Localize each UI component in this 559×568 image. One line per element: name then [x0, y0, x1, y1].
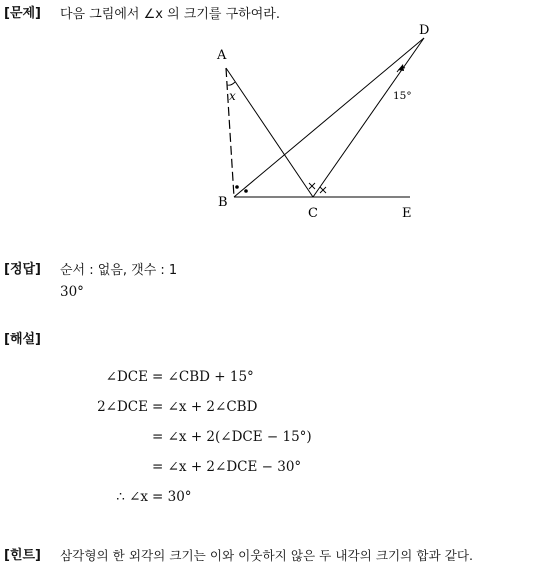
angle-dot-2 [244, 189, 248, 193]
angle-x-label: x [229, 89, 236, 103]
point-b-label: B [218, 195, 228, 210]
angle-15-arrow [398, 64, 404, 71]
angle-cross-2 [320, 187, 326, 193]
geometry-figure [205, 18, 435, 228]
angle-dot-1 [235, 185, 239, 189]
solution-line-2-rhs: = ∠x + 2∠CBD [152, 399, 258, 415]
angle-15-label: 15° [393, 90, 412, 102]
segment-ac [226, 68, 313, 197]
solution-line-1-lhs: ∠DCE [105, 369, 148, 385]
solution-line-5-lhs: ∴ ∠x [116, 489, 148, 505]
point-c-label: C [308, 206, 318, 221]
answer-line-2: 30° [60, 284, 84, 300]
angle-x-arc [228, 82, 236, 85]
hint-tag: [힌트] [4, 548, 41, 563]
solution-line-1-rhs: = ∠CBD + 15° [152, 369, 254, 385]
segment-ab [226, 68, 234, 197]
point-d-label: D [419, 23, 430, 38]
answer-tag: [정답] [4, 262, 41, 277]
solution-line-5-rhs: = 30° [152, 489, 192, 505]
problem-tag: [문제] [4, 6, 41, 21]
point-a-label: A [217, 48, 227, 63]
solution-line-2-lhs: 2∠DCE [97, 399, 148, 415]
solution-tag: [해설] [4, 332, 41, 347]
solution-line-4-rhs: = ∠x + 2∠DCE − 30° [152, 459, 302, 475]
point-e-label: E [402, 206, 412, 221]
answer-line-1: 순서 : 없음, 갯수 : 1 [60, 263, 178, 278]
solution-line-3-rhs: = ∠x + 2(∠DCE − 15°) [152, 429, 312, 445]
segment-bd [234, 38, 424, 197]
angle-cross-1 [309, 183, 315, 189]
problem-text: 다음 그림에서 ∠x 의 크기를 구하여라. [60, 7, 280, 22]
hint-text: 삼각형의 한 외각의 크기는 이와 이웃하지 않은 두 내각의 크기의 합과 같다. [60, 548, 474, 563]
